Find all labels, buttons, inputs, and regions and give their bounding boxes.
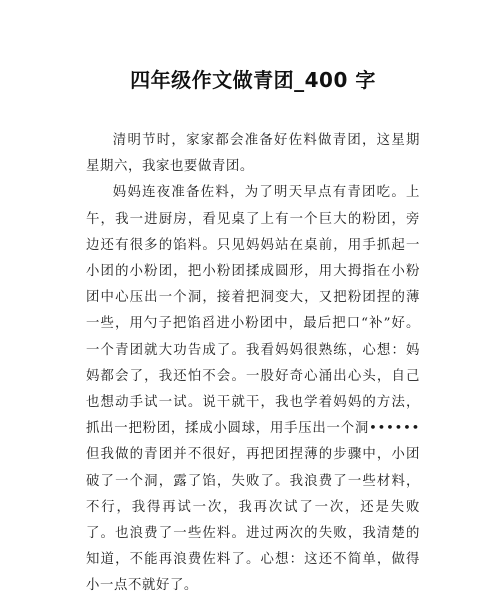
document-title: 四年级作文做青团_400 字	[130, 68, 376, 92]
document-body	[86, 128, 420, 600]
paragraph-2: 妈妈连夜准备佐料，为了明天早点有青团吃。上午，我一进厨房，看见桌了上有一个巨大的粉团，旁边还有很多的馅料。只见妈妈站在桌前，用手抓起一小团的小粉团，把小粉团揉成圆形，用大拇指在小粉团中心压出一个洞，接着把洞变大，又把粉团捏的薄一些，用勺子把馅舀进小粉团中，最后把口“补”好。一个青团就大功告成了。我看妈妈很熟练，心想：妈妈都会了，我还怕不会。一股好奇心涌出心头，自己也想动手试一试。说干就干，我也学着妈妈的方法，抓出一把粉团，揉成小圆球，用手压出一个洞••••••但我做的青团并不很好，再把团捏薄的步骤中，小团破了一个洞，露了馅，失败了。我浪费了一些材料，不行，我得再试一次，我再次试了一次，还是失败了。也浪费了一些佐料。进过两次的失败，我清楚的知道，不能再浪费佐料了。心想：这还不简单，做得小一点不就好了。	[86, 185, 420, 594]
paragraph-1: 清明节时，家家都会准备好佐料做青团，这星期星期六，我家也要做青团。	[86, 133, 420, 175]
